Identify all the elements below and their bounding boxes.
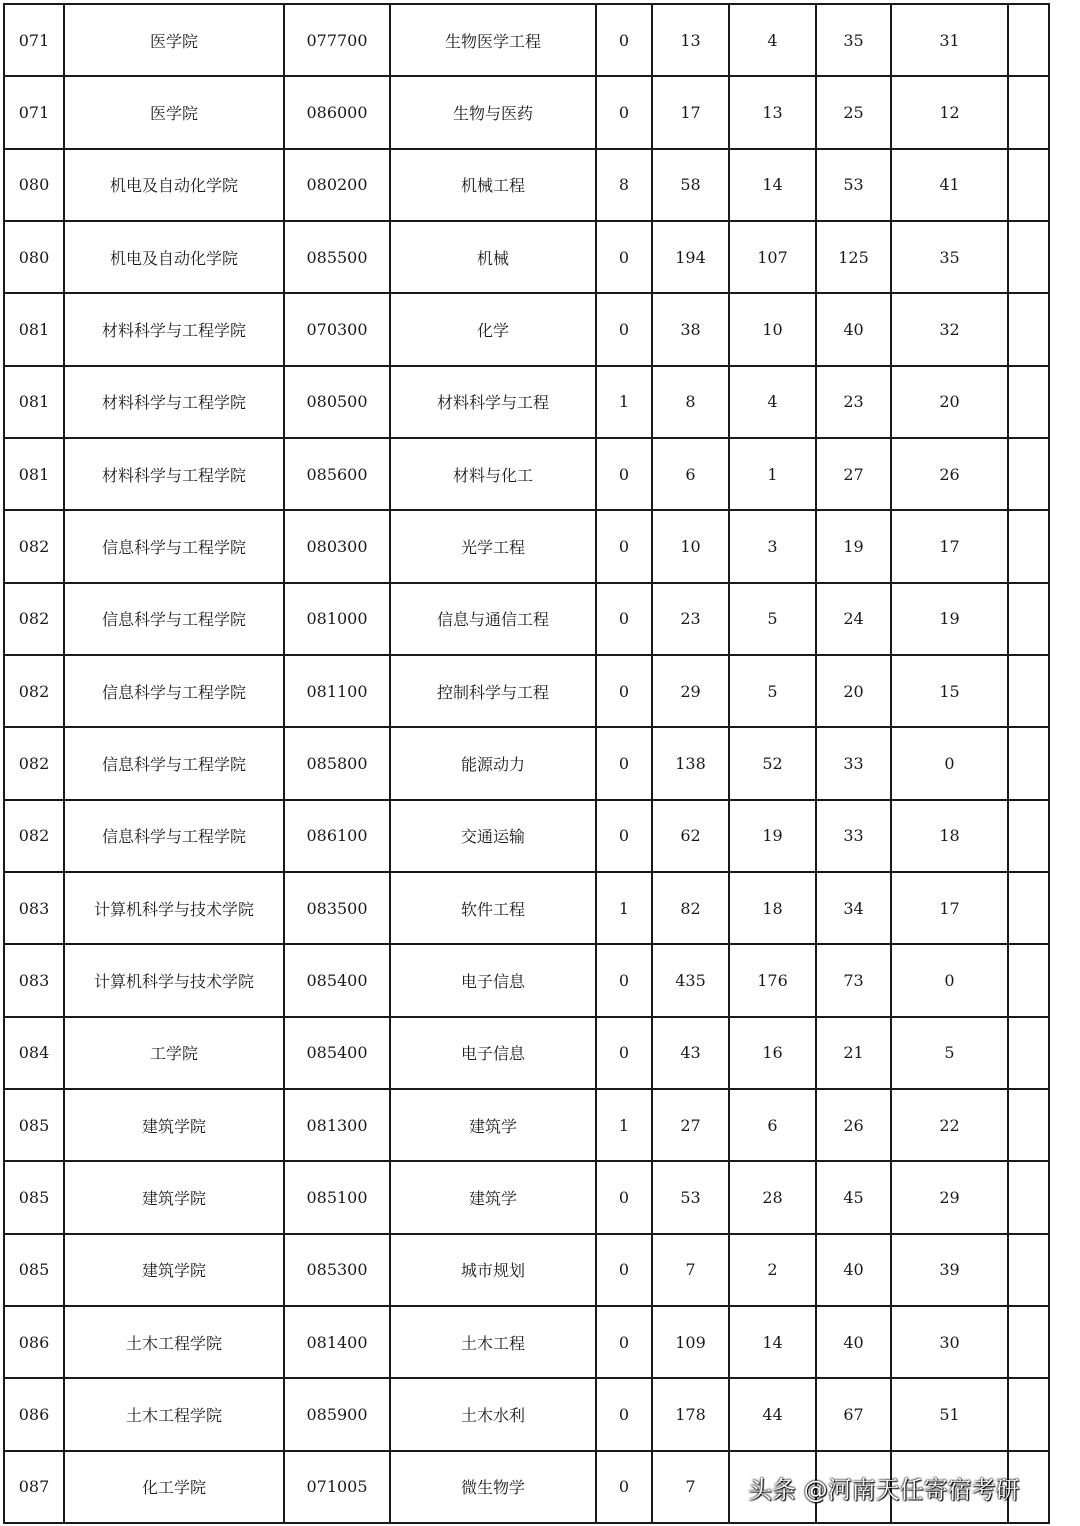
major-name-cell: 机械工程 <box>390 149 596 221</box>
college-name-cell: 机电及自动化学院 <box>64 221 284 293</box>
value-cell-5: 18 <box>891 800 1008 872</box>
table-row <box>4 583 1049 655</box>
value-cell-1: 0 <box>596 800 652 872</box>
value-cell-3: 4 <box>729 366 816 438</box>
college-code-cell: 086 <box>4 1306 64 1378</box>
college-code-cell: 081 <box>4 366 64 438</box>
college-name-cell: 信息科学与工程学院 <box>64 583 284 655</box>
table-row <box>4 4 1049 76</box>
table-row <box>4 1017 1049 1089</box>
value-cell-1: 0 <box>596 1161 652 1233</box>
college-code-cell: 084 <box>4 1017 64 1089</box>
admissions-table <box>3 3 1050 1524</box>
college-name-cell: 材料科学与工程学院 <box>64 293 284 365</box>
value-cell-3: 13 <box>729 76 816 148</box>
major-name-cell: 建筑学 <box>390 1089 596 1161</box>
major-name-cell: 电子信息 <box>390 944 596 1016</box>
blank-cell <box>1008 1161 1049 1233</box>
value-cell-1: 0 <box>596 944 652 1016</box>
college-code-cell: 081 <box>4 293 64 365</box>
value-cell-5: 31 <box>891 4 1008 76</box>
value-cell-1: 0 <box>596 727 652 799</box>
college-code-cell: 071 <box>4 4 64 76</box>
value-cell-4: 73 <box>816 944 891 1016</box>
value-cell-2: 23 <box>652 583 729 655</box>
value-cell-5: 12 <box>891 76 1008 148</box>
value-cell-1: 1 <box>596 366 652 438</box>
college-name-cell: 建筑学院 <box>64 1161 284 1233</box>
college-name-cell: 信息科学与工程学院 <box>64 727 284 799</box>
table-row <box>4 1089 1049 1161</box>
blank-cell <box>1008 510 1049 582</box>
value-cell-3: 44 <box>729 1378 816 1450</box>
table-row <box>4 944 1049 1016</box>
value-cell-1: 0 <box>596 293 652 365</box>
major-name-cell: 化学 <box>390 293 596 365</box>
major-code-cell: 086100 <box>284 800 390 872</box>
table-row <box>4 149 1049 221</box>
blank-cell <box>1008 944 1049 1016</box>
college-name-cell: 材料科学与工程学院 <box>64 438 284 510</box>
blank-cell <box>1008 800 1049 872</box>
value-cell-5: 19 <box>891 583 1008 655</box>
major-name-cell: 土木工程 <box>390 1306 596 1378</box>
college-name-cell: 计算机科学与技术学院 <box>64 872 284 944</box>
table-row <box>4 1161 1049 1233</box>
blank-cell <box>1008 583 1049 655</box>
value-cell-1: 1 <box>596 1089 652 1161</box>
value-cell-4: 125 <box>816 221 891 293</box>
value-cell-3: 4 <box>729 4 816 76</box>
value-cell-3: 28 <box>729 1161 816 1233</box>
college-name-cell: 信息科学与工程学院 <box>64 800 284 872</box>
table-row <box>4 366 1049 438</box>
value-cell-2: 17 <box>652 76 729 148</box>
table-row <box>4 655 1049 727</box>
table-row <box>4 293 1049 365</box>
major-name-cell: 材料科学与工程 <box>390 366 596 438</box>
value-cell-2: 82 <box>652 872 729 944</box>
value-cell-5: 17 <box>891 872 1008 944</box>
major-name-cell: 能源动力 <box>390 727 596 799</box>
value-cell-2: 7 <box>652 1234 729 1306</box>
college-code-cell: 087 <box>4 1451 64 1523</box>
college-name-cell: 建筑学院 <box>64 1089 284 1161</box>
value-cell-3: 3 <box>729 510 816 582</box>
college-code-cell: 081 <box>4 438 64 510</box>
college-name-cell: 机电及自动化学院 <box>64 149 284 221</box>
major-code-cell: 081400 <box>284 1306 390 1378</box>
college-code-cell: 086 <box>4 1378 64 1450</box>
blank-cell <box>1008 1378 1049 1450</box>
blank-cell <box>1008 4 1049 76</box>
value-cell-3: 19 <box>729 800 816 872</box>
college-code-cell: 082 <box>4 800 64 872</box>
major-code-cell: 086000 <box>284 76 390 148</box>
value-cell-3: 5 <box>729 655 816 727</box>
value-cell-2: 194 <box>652 221 729 293</box>
table-row <box>4 510 1049 582</box>
value-cell-2: 53 <box>652 1161 729 1233</box>
major-name-cell: 控制科学与工程 <box>390 655 596 727</box>
college-name-cell: 材料科学与工程学院 <box>64 366 284 438</box>
college-name-cell: 计算机科学与技术学院 <box>64 944 284 1016</box>
major-code-cell: 081100 <box>284 655 390 727</box>
college-name-cell: 土木工程学院 <box>64 1306 284 1378</box>
value-cell-5: 26 <box>891 438 1008 510</box>
college-name-cell: 医学院 <box>64 76 284 148</box>
major-name-cell: 光学工程 <box>390 510 596 582</box>
value-cell-3: 10 <box>729 293 816 365</box>
major-name-cell: 材料与化工 <box>390 438 596 510</box>
college-name-cell: 信息科学与工程学院 <box>64 655 284 727</box>
value-cell-3: 18 <box>729 872 816 944</box>
value-cell-5: 39 <box>891 1234 1008 1306</box>
value-cell-1: 0 <box>596 76 652 148</box>
value-cell-1: 0 <box>596 438 652 510</box>
college-code-cell: 083 <box>4 872 64 944</box>
value-cell-2: 138 <box>652 727 729 799</box>
value-cell-1: 0 <box>596 1306 652 1378</box>
value-cell-4: 34 <box>816 872 891 944</box>
table-row <box>4 438 1049 510</box>
college-code-cell: 082 <box>4 655 64 727</box>
college-name-cell: 医学院 <box>64 4 284 76</box>
value-cell-4: 24 <box>816 583 891 655</box>
value-cell-5: 5 <box>891 1017 1008 1089</box>
major-name-cell: 微生物学 <box>390 1451 596 1523</box>
blank-cell <box>1008 221 1049 293</box>
value-cell-3: 176 <box>729 944 816 1016</box>
major-code-cell: 085600 <box>284 438 390 510</box>
value-cell-4: 40 <box>816 1234 891 1306</box>
major-code-cell: 080200 <box>284 149 390 221</box>
blank-cell <box>1008 1234 1049 1306</box>
major-name-cell: 城市规划 <box>390 1234 596 1306</box>
value-cell-5: 32 <box>891 293 1008 365</box>
blank-cell <box>1008 1089 1049 1161</box>
watermark-text: 头条 @河南天任寄宿考研 <box>748 1476 1020 1504</box>
value-cell-1: 0 <box>596 1017 652 1089</box>
major-code-cell: 080500 <box>284 366 390 438</box>
value-cell-1: 0 <box>596 1378 652 1450</box>
major-name-cell: 生物与医药 <box>390 76 596 148</box>
value-cell-4: 33 <box>816 727 891 799</box>
major-code-cell: 085400 <box>284 944 390 1016</box>
value-cell-4: 26 <box>816 1089 891 1161</box>
college-name-cell: 化工学院 <box>64 1451 284 1523</box>
major-code-cell: 083500 <box>284 872 390 944</box>
value-cell-3: 2 <box>729 1234 816 1306</box>
college-code-cell: 082 <box>4 727 64 799</box>
value-cell-2: 10 <box>652 510 729 582</box>
value-cell-5: 0 <box>891 727 1008 799</box>
value-cell-5: 15 <box>891 655 1008 727</box>
value-cell-5: 0 <box>891 944 1008 1016</box>
value-cell-4: 19 <box>816 510 891 582</box>
major-code-cell: 080300 <box>284 510 390 582</box>
value-cell-1: 0 <box>596 655 652 727</box>
value-cell-2: 109 <box>652 1306 729 1378</box>
table-row <box>4 1306 1049 1378</box>
college-code-cell: 082 <box>4 510 64 582</box>
major-code-cell: 081300 <box>284 1089 390 1161</box>
value-cell-3: 5 <box>729 583 816 655</box>
table-row <box>4 1234 1049 1306</box>
value-cell-1: 0 <box>596 1451 652 1523</box>
value-cell-3: 107 <box>729 221 816 293</box>
table-row <box>4 76 1049 148</box>
college-code-cell: 085 <box>4 1089 64 1161</box>
major-name-cell: 交通运输 <box>390 800 596 872</box>
value-cell-3: 1 <box>729 438 816 510</box>
value-cell-2: 8 <box>652 366 729 438</box>
value-cell-5: 17 <box>891 510 1008 582</box>
value-cell-2: 27 <box>652 1089 729 1161</box>
value-cell-5: 41 <box>891 149 1008 221</box>
blank-cell <box>1008 872 1049 944</box>
major-code-cell: 085400 <box>284 1017 390 1089</box>
table-row <box>4 872 1049 944</box>
major-name-cell: 土木水利 <box>390 1378 596 1450</box>
college-code-cell: 082 <box>4 583 64 655</box>
major-code-cell: 077700 <box>284 4 390 76</box>
value-cell-4: 67 <box>816 1378 891 1450</box>
college-code-cell: 080 <box>4 221 64 293</box>
value-cell-2: 6 <box>652 438 729 510</box>
major-code-cell: 081000 <box>284 583 390 655</box>
value-cell-4: 21 <box>816 1017 891 1089</box>
major-name-cell: 机械 <box>390 221 596 293</box>
value-cell-3: 16 <box>729 1017 816 1089</box>
value-cell-1: 0 <box>596 510 652 582</box>
value-cell-2: 58 <box>652 149 729 221</box>
college-code-cell: 085 <box>4 1234 64 1306</box>
table-row <box>4 221 1049 293</box>
college-code-cell: 080 <box>4 149 64 221</box>
college-name-cell: 土木工程学院 <box>64 1378 284 1450</box>
value-cell-3: 52 <box>729 727 816 799</box>
table-row <box>4 800 1049 872</box>
value-cell-4: 40 <box>816 293 891 365</box>
table-row <box>4 1378 1049 1450</box>
college-code-cell: 071 <box>4 76 64 148</box>
value-cell-1: 0 <box>596 1234 652 1306</box>
value-cell-5: 35 <box>891 221 1008 293</box>
major-code-cell: 085300 <box>284 1234 390 1306</box>
major-name-cell: 电子信息 <box>390 1017 596 1089</box>
major-name-cell: 生物医学工程 <box>390 4 596 76</box>
value-cell-3: 6 <box>729 1089 816 1161</box>
blank-cell <box>1008 293 1049 365</box>
value-cell-1: 0 <box>596 221 652 293</box>
major-code-cell: 085100 <box>284 1161 390 1233</box>
value-cell-1: 1 <box>596 872 652 944</box>
value-cell-4: 27 <box>816 438 891 510</box>
value-cell-4: 23 <box>816 366 891 438</box>
major-code-cell: 070300 <box>284 293 390 365</box>
value-cell-2: 435 <box>652 944 729 1016</box>
value-cell-4: 25 <box>816 76 891 148</box>
blank-cell <box>1008 727 1049 799</box>
value-cell-1: 0 <box>596 4 652 76</box>
college-name-cell: 工学院 <box>64 1017 284 1089</box>
value-cell-4: 35 <box>816 4 891 76</box>
value-cell-5: 20 <box>891 366 1008 438</box>
blank-cell <box>1008 1017 1049 1089</box>
value-cell-1: 8 <box>596 149 652 221</box>
value-cell-3: 14 <box>729 149 816 221</box>
blank-cell <box>1008 1306 1049 1378</box>
value-cell-4: 40 <box>816 1306 891 1378</box>
value-cell-5: 22 <box>891 1089 1008 1161</box>
major-name-cell: 软件工程 <box>390 872 596 944</box>
value-cell-4: 53 <box>816 149 891 221</box>
blank-cell <box>1008 655 1049 727</box>
value-cell-2: 38 <box>652 293 729 365</box>
value-cell-4: 20 <box>816 655 891 727</box>
major-code-cell: 085800 <box>284 727 390 799</box>
value-cell-4: 33 <box>816 800 891 872</box>
major-code-cell: 085500 <box>284 221 390 293</box>
value-cell-5: 51 <box>891 1378 1008 1450</box>
value-cell-2: 7 <box>652 1451 729 1523</box>
value-cell-2: 178 <box>652 1378 729 1450</box>
blank-cell <box>1008 366 1049 438</box>
college-name-cell: 建筑学院 <box>64 1234 284 1306</box>
major-name-cell: 建筑学 <box>390 1161 596 1233</box>
major-code-cell: 085900 <box>284 1378 390 1450</box>
major-name-cell: 信息与通信工程 <box>390 583 596 655</box>
blank-cell <box>1008 149 1049 221</box>
college-name-cell: 信息科学与工程学院 <box>64 510 284 582</box>
table-body <box>4 4 1049 1523</box>
table-row <box>4 727 1049 799</box>
value-cell-2: 62 <box>652 800 729 872</box>
college-code-cell: 083 <box>4 944 64 1016</box>
value-cell-3: 14 <box>729 1306 816 1378</box>
value-cell-5: 30 <box>891 1306 1008 1378</box>
major-code-cell: 071005 <box>284 1451 390 1523</box>
value-cell-1: 0 <box>596 583 652 655</box>
college-code-cell: 085 <box>4 1161 64 1233</box>
value-cell-2: 13 <box>652 4 729 76</box>
blank-cell <box>1008 76 1049 148</box>
value-cell-2: 29 <box>652 655 729 727</box>
value-cell-4: 45 <box>816 1161 891 1233</box>
value-cell-5: 29 <box>891 1161 1008 1233</box>
blank-cell <box>1008 438 1049 510</box>
value-cell-2: 43 <box>652 1017 729 1089</box>
